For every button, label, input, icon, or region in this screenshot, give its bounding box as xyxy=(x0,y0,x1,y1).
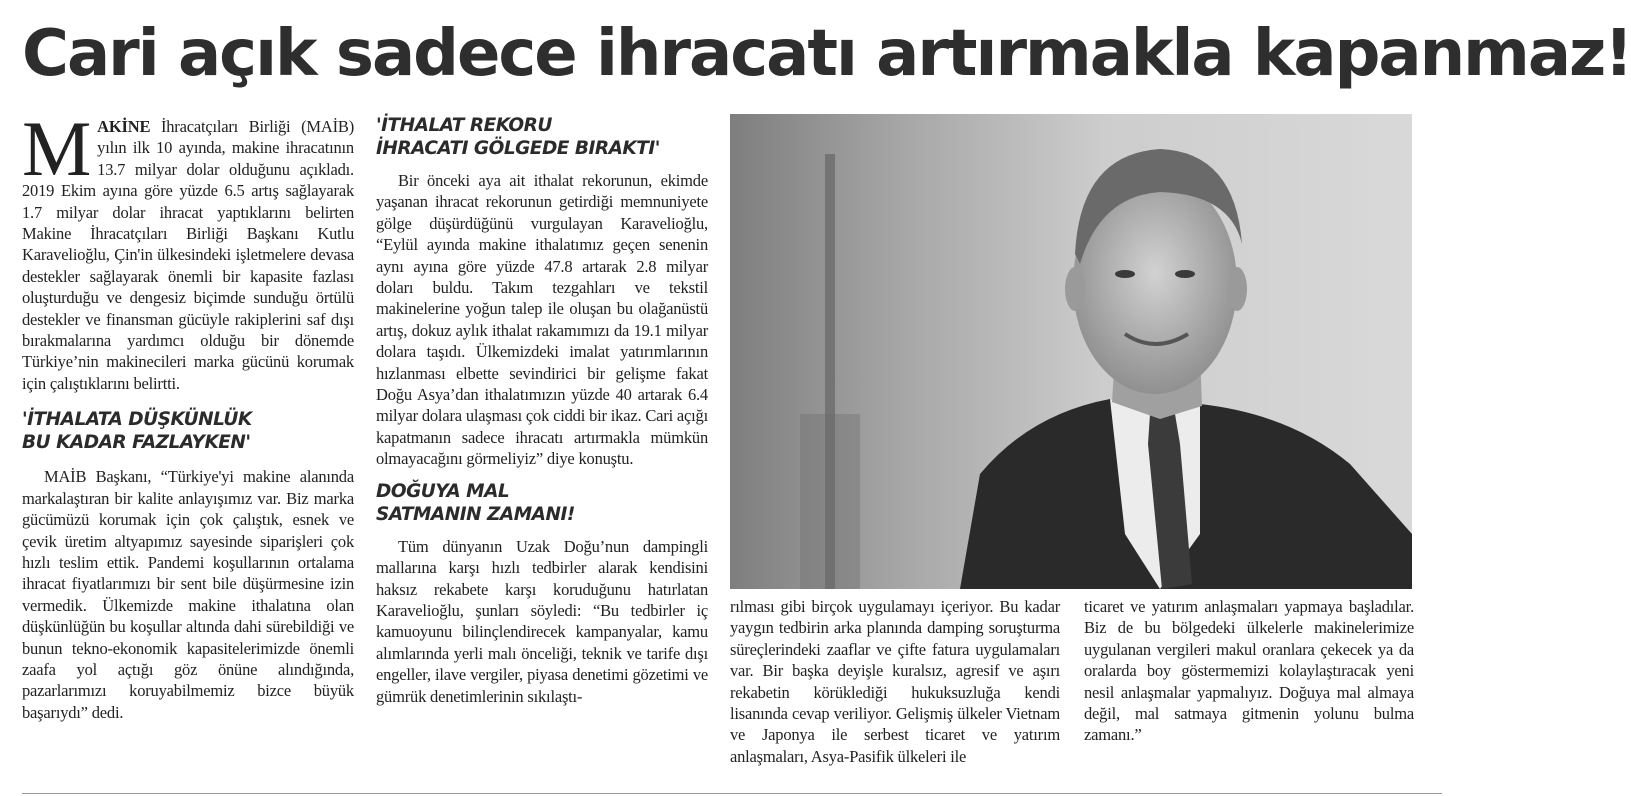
body-paragraph: Bir önceki aya ait ithalat rekorunun, ekimde yaşanan ihracat rekorunun getirdiği memnuniyete gölge düşürdüğünü vurgulayan Karavelioğlu, “Eylül ayında makine ithalatımız geçen senenin aynı ayına göre yüzde 47.8 artarak 2.8 milyar doları buldu. Takım tezgahları ve tekstil makinelerine yoğun talep ile oluşan bu olağanüstü artış, dokuz aylık ithalat rakamımızı da 19.1 milyar dolara taşıdı. Ülkemizdeki imalat yatırımlarının hızlanması elbette sevindirici bir gelişme fakat Doğu Asya’dan ithalatımızın yüzde 40 artarak 6.4 milyar dolara ulaşması çok ciddi bir ikaz. Cari açığı kapatmanın sadece ihracatı artırmakla mümkün olmayacağını görmeliyiz” diye konuştu. xyxy=(376,171,708,469)
subheading-ithalat-rekoru: 'İTHALAT REKORU İHRACATI GÖLGEDE BIRAKTI' xyxy=(376,115,660,159)
body-paragraph: MAİB Başkanı, “Türkiye'yi makine alanında markalaştıran bir kalite anlayışımız var. Biz marka gücümüzü korumak için çok çalıştık, esnek ve çevik üretim altyapımız sayesinde siparişleri çok hızlı teslim ettik. Pandemi koşullarının ortalama ihracat fiyatlarımızı bir sent bile düşürmesine izin vermedik. Ülkemizde makine ithalatına olan düşkünlüğün bu koşullar altında dahi sürebildiği ve bunun tekno-ekonomik kapasitelerimizde önemli zaafa yol açtığı göz önüne alındığında, pazarlarımızı koruyabilmemiz bizce büyük başarıydı” dedi. xyxy=(22,467,354,722)
bottom-rule xyxy=(22,793,1442,794)
body-paragraph: Tüm dünyanın Uzak Doğu’nun dampingli mallarına karşı hızlı tedbirler alarak kendisini haksız rekabete karşı koruduğunu hatırlatan Karavelioğlu, şunları söyledi: “Bu tedbirler iç kamuoyunu bilinçlendirecek kampanyalar, kamu alımlarında yerli malı önceliği, teknik ve tarife dışı engeller, ilave vergiler, piyasa denetimi gözetimi ve gümrük denetimlerinin sıkılaştı- xyxy=(376,536,708,706)
subheading-doguya-mal: DOĞUYA MAL SATMANIN ZAMANI! xyxy=(376,480,575,525)
article-column-2 xyxy=(376,114,708,707)
article-column-3 xyxy=(730,596,1060,767)
article-column-1 xyxy=(22,105,354,723)
body-paragraph: rılması gibi birçok uygulamayı içeriyor. Bu kadar yaygın tedbirin arka planında damping soruşturma süreçlerindeki zaaflar ve çifte fatura uygulamaları var. Bir başka deyişle kuralsız, agresif ve aşırı rekabetin körüklediği hukuksuzluğa kendi lisanında cevap veriliyor. Gelişmiş ülkeler Vietnam ve Japonya ile serbest ticaret ve yatırım anlaşmaları, Asya-Pasifik ülkeleri ile xyxy=(730,597,1060,766)
drop-cap: M xyxy=(22,105,92,192)
body-paragraph: ticaret ve yatırım anlaşmaları yapmaya başladılar. Biz de bu bölgedeki ülkelerle makinelerimize uygulanan vergileri makul oranlara çekecek ya da oralarda boy göstermemizi kolaylaştıracak yeni nesil anlaşmalar yapmalıyız. Doğuya mal almaya değil, mal satmaya gitmenin yolunu bulma zamanı.” xyxy=(1084,597,1414,745)
intro-paragraph xyxy=(22,105,354,394)
headline: Cari açık sadece ihracatı artırmakla kapanmaz! xyxy=(22,17,1631,91)
portrait-photo xyxy=(730,114,1412,589)
portrait-illustration xyxy=(730,114,1412,589)
lead-word: AKİNE xyxy=(97,117,151,136)
subheading-ithalata-duskunluk: 'İTHALATA DÜŞKÜNLÜK BU KADAR FAZLAYKEN' xyxy=(22,409,252,454)
intro-text: İhracatçıları Birliği (MAİB) yılın ilk 10 ayında, makine ihracatının 13.7 milyar dolar olduğunu açıkladı. 2019 Ekim ayına göre yüzde 6.5 artış sağlayarak 1.7 milyar dolar ihracat yaptıklarını belirten Makine İhracatçıları Birliği Başkanı Kutlu Karavelioğlu, Çin'in ülkesindeki işletmelere devasa destekler sağlayarak önemli bir kapasite fazlası oluşturduğu ve dengesiz biçimde sunduğu örtülü destekler ve finansman gücüyle rakiplerini saf dışı bırakmalarına yardımcı olduğu bir dönemde Türkiye’nin makinecileri marka gücünü korumak için çalıştıklarını belirtti. xyxy=(22,117,354,393)
article-column-4 xyxy=(1084,596,1414,746)
